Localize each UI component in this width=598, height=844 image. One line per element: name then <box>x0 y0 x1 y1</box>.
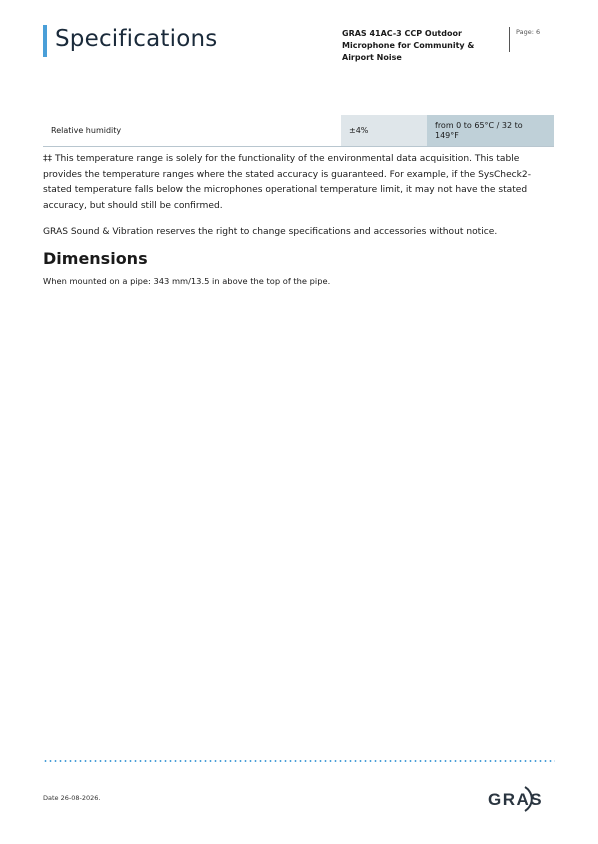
footer-date: Date 26-08-2026. <box>43 794 101 802</box>
range-line: 149°F <box>435 130 459 140</box>
accuracy-cell: ±4% <box>341 115 427 147</box>
dimensions-text: When mounted on a pipe: 343 mm/13.5 in above the top of the pipe. <box>43 276 331 286</box>
range-line: from 0 to 65°C / 32 to <box>435 120 523 130</box>
range-cell <box>427 115 554 147</box>
spec-table <box>43 115 554 147</box>
gras-logo-text: GRAS <box>488 790 544 809</box>
footer-dotted-divider <box>43 760 555 762</box>
document-title <box>342 28 492 64</box>
document-title-line: Microphone for Community & <box>342 41 475 50</box>
parameter-cell: Relative humidity <box>43 115 341 147</box>
gras-logo <box>485 783 547 815</box>
temperature-footnote: ‡‡ This temperature range is solely for the functionality of the environmental data acquisition. This table provides the temperature ranges where the stated accuracy is guaranteed. For example, if the SysCheck2-stated temperature falls below the microphones operational temperature limit, it may not have the stated accuracy, but should still be confirmed. <box>43 154 532 211</box>
document-title-line: GRAS 41AC-3 CCP Outdoor <box>342 29 462 38</box>
table-row <box>43 115 554 147</box>
page-number: Page: 6 <box>516 28 541 36</box>
title-accent-bar <box>43 25 47 57</box>
dimensions-heading: Dimensions <box>43 249 148 268</box>
reserve-notice: GRAS Sound & Vibration reserves the right to change specifications and accessories without notice. <box>43 227 498 237</box>
document-title-line: Airport Noise <box>342 53 402 62</box>
page-title: Specifications <box>55 26 218 52</box>
page-separator <box>509 27 510 52</box>
